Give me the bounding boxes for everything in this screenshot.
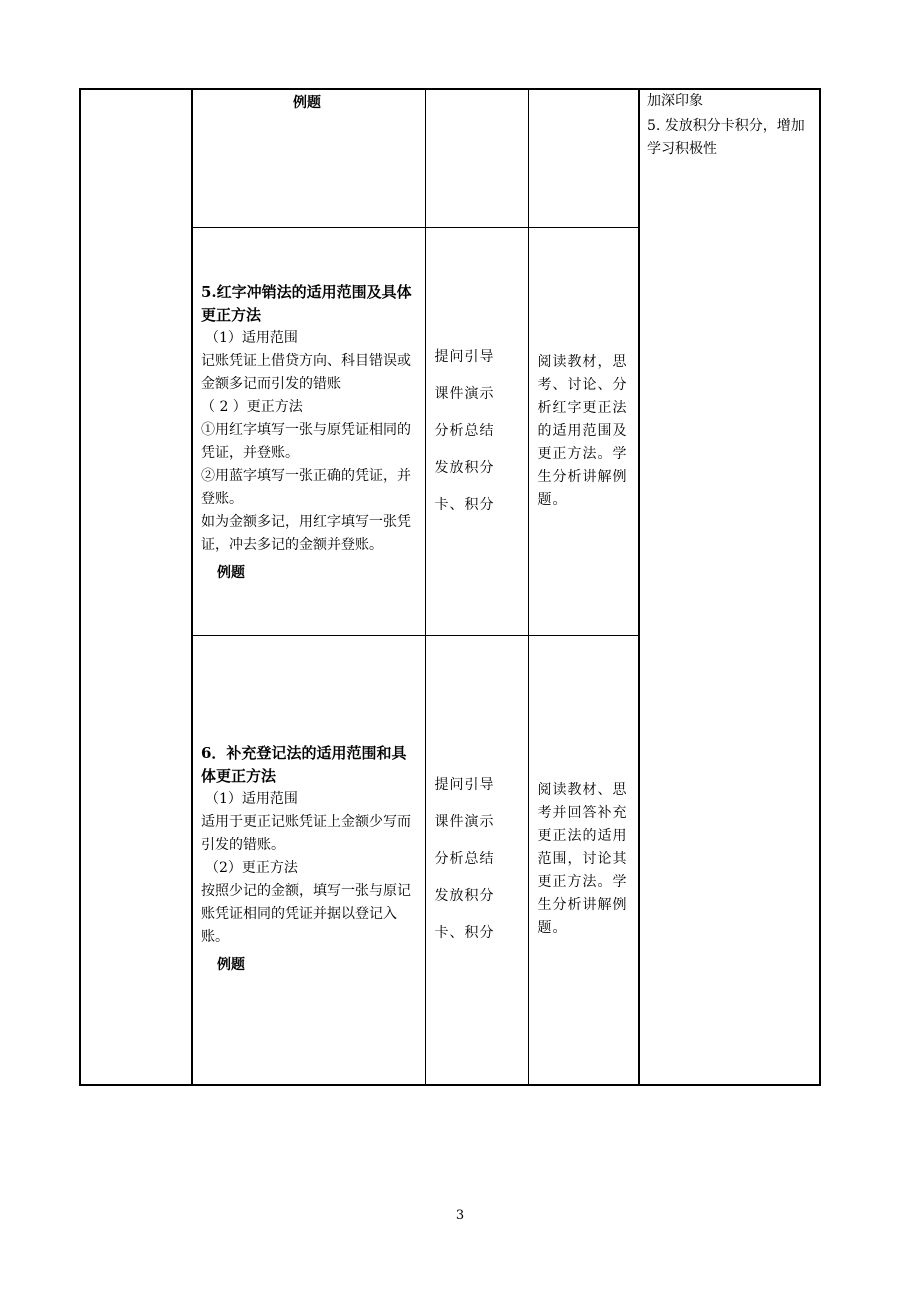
- method-line: 卡、积分: [434, 496, 495, 513]
- student-activity-cell: [528, 89, 639, 227]
- student-activity-text: 阅读教材，思考、讨论、分析红字更正法的适用范围及更正方法。学生分析讲解例题。: [537, 353, 628, 508]
- method-item: 按照少记的金额，填写一张与原记账凭证相同的凭证并据以登记入账。: [201, 883, 411, 946]
- method-line: 卡、积分: [434, 925, 495, 942]
- note-line: 加深印象: [647, 93, 703, 109]
- section-title: 6．补充登记法的适用范围和具体更正方法: [201, 744, 407, 786]
- student-activity-cell: [528, 227, 639, 635]
- content-cell: [192, 227, 425, 635]
- scope-text: 记账凭证上借贷方向、科目错误或金额多记而引发的错账: [201, 353, 411, 392]
- method-item: ②用蓝字填写一张正确的凭证，并登账。: [201, 468, 411, 507]
- content-cell: [192, 635, 425, 1085]
- method-heading: （ 2 ）更正方法: [201, 399, 303, 415]
- method-heading: （2）更正方法: [205, 860, 298, 877]
- method-item: ①用红字填写一张与原凭证相同的凭证，并登账。: [201, 422, 411, 461]
- example-label: 例题: [293, 95, 321, 111]
- method-line: 提问引导: [434, 777, 495, 794]
- table-row: [80, 89, 820, 227]
- method-line: 课件演示: [434, 385, 495, 402]
- scope-text: 适用于更正记账凭证上金额少写而引发的错账。: [201, 814, 411, 854]
- scope-heading: （1）适用范围: [205, 791, 298, 808]
- method-line: 分析总结: [434, 422, 495, 439]
- page-number: 3: [455, 1208, 465, 1223]
- method-line: 发放积分: [434, 888, 495, 905]
- method-line: 分析总结: [434, 851, 495, 868]
- student-activity-cell: [528, 635, 639, 1085]
- method-line: 提问引导: [434, 348, 495, 365]
- note-line: 5. 发放积分卡积分，增加学习积极性: [647, 118, 805, 157]
- method-item: 如为金额多记，用红字填写一张凭证，冲去多记的金额并登账。: [201, 514, 411, 553]
- design-note-cell: [639, 89, 820, 1085]
- teacher-method-cell: [425, 227, 528, 635]
- method-line: 课件演示: [434, 814, 495, 831]
- content-cell: [192, 89, 425, 227]
- teacher-method-cell: [425, 89, 528, 227]
- scope-heading: （1）适用范围: [205, 330, 298, 346]
- example-label: 例题: [217, 565, 245, 581]
- lesson-plan-table: [79, 88, 821, 1086]
- example-label: 例题: [217, 957, 245, 974]
- blank-left-cell: [80, 89, 192, 1085]
- method-line: 发放积分: [434, 459, 495, 476]
- student-activity-text: 阅读教材、思考并回答补充更正法的适用范围，讨论其更正方法。学生分析讲解例题。: [537, 782, 628, 937]
- teacher-method-cell: [425, 635, 528, 1085]
- section-title: 5.红字冲销法的适用范围及具体更正方法: [201, 283, 412, 324]
